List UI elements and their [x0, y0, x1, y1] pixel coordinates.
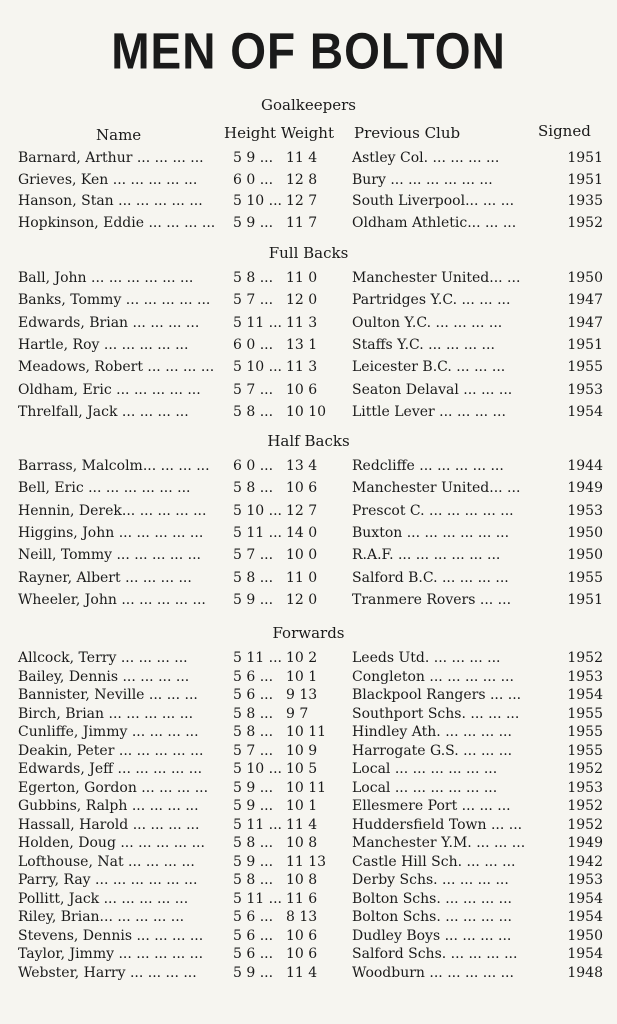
previous-club: Oulton Y.C. ... ... ... ... [352, 314, 503, 331]
player-row [18, 926, 603, 946]
signed-year: 1952 [567, 761, 603, 777]
signed-year: 1955 [567, 724, 603, 740]
player-height: 5 11 ... [233, 314, 282, 331]
player-name: Meadows, Robert ... ... ... ... [18, 359, 215, 376]
player-name: Barrass, Malcolm... ... ... ... [18, 458, 210, 474]
signed-year: 1953 [567, 381, 603, 398]
previous-club: Blackpool Rangers ... ... [352, 687, 522, 703]
player-weight: 10 1 [286, 798, 318, 814]
player-name: Lofthouse, Nat ... ... ... ... [18, 853, 195, 870]
player-row [18, 478, 603, 498]
player-row [18, 778, 603, 798]
player-name: Hopkinson, Eddie ... ... ... ... [18, 215, 216, 232]
player-name: Cunliffe, Jimmy ... ... ... ... [18, 724, 199, 740]
player-name: Holden, Doug ... ... ... ... ... [18, 835, 205, 851]
previous-club: Dudley Boys ... ... ... ... [352, 927, 512, 944]
player-name: Higgins, John ... ... ... ... ... [18, 524, 204, 541]
player-weight: 14 0 [286, 524, 318, 541]
player-weight: 10 2 [286, 650, 318, 666]
player-weight: 11 0 [286, 270, 318, 286]
player-row [18, 667, 603, 687]
signed-year: 1953 [567, 872, 603, 888]
signed-year: 1944 [567, 458, 603, 474]
signed-year: 1954 [567, 403, 603, 420]
player-row [18, 889, 603, 909]
player-row [18, 501, 603, 521]
previous-club: Congleton ... ... ... ... ... [352, 668, 514, 685]
player-weight: 12 8 [286, 171, 318, 188]
player-row [18, 759, 603, 779]
player-weight: 11 4 [286, 964, 318, 981]
player-height: 5 8 ... [233, 835, 274, 851]
player-name: Edwards, Brian ... ... ... ... [18, 314, 200, 331]
player-weight: 10 6 [286, 946, 318, 962]
signed-year: 1952 [567, 650, 603, 666]
player-name: Bailey, Dennis ... ... ... ... [18, 668, 190, 685]
player-weight: 11 4 [286, 816, 318, 833]
section-heading: Goalkeepers [261, 96, 356, 114]
previous-club: Manchester United... ... [352, 480, 521, 497]
player-name: Bannister, Neville ... ... ... [18, 687, 198, 703]
player-height: 5 10 ... [233, 193, 282, 210]
signed-year: 1951 [567, 150, 603, 166]
signed-year: 1951 [567, 171, 603, 188]
player-weight: 12 0 [286, 591, 318, 608]
player-name: Hennin, Derek... ... ... ... ... [18, 502, 207, 519]
player-name: Wheeler, John ... ... ... ... ... [18, 591, 206, 608]
signed-year: 1955 [567, 742, 603, 759]
player-row [18, 796, 603, 816]
player-row [18, 944, 603, 964]
signed-year: 1954 [567, 890, 603, 907]
player-weight: 10 10 [286, 403, 327, 420]
signed-year: 1949 [567, 480, 603, 497]
player-height: 5 8 ... [233, 569, 274, 586]
previous-club: Ellesmere Port ... ... ... [352, 798, 511, 814]
player-height: 5 7 ... [233, 742, 274, 759]
player-weight: 11 6 [286, 890, 318, 907]
player-weight: 9 13 [286, 687, 318, 703]
player-row [18, 523, 603, 543]
player-height: 5 9 ... [233, 798, 274, 814]
player-height: 5 6 ... [233, 946, 274, 962]
player-height: 5 9 ... [233, 591, 274, 608]
player-name: Hassall, Harold ... ... ... ... [18, 816, 200, 833]
signed-year: 1955 [567, 705, 603, 722]
player-name: Riley, Brian... ... ... ... ... [18, 909, 185, 925]
previous-club: Harrogate G.S. ... ... ... [352, 742, 513, 759]
player-weight: 13 4 [286, 458, 318, 474]
previous-club: Bolton Schs. ... ... ... ... [352, 890, 513, 907]
previous-club: South Liverpool... ... ... [352, 193, 515, 210]
signed-year: 1950 [567, 547, 603, 564]
previous-club: Seaton Delaval ... ... ... [352, 381, 513, 398]
player-name: Threlfall, Jack ... ... ... ... [18, 403, 189, 420]
player-height: 5 9 ... [233, 853, 274, 870]
previous-club: Prescot C. ... ... ... ... ... [352, 502, 514, 519]
player-height: 5 11 ... [233, 816, 282, 833]
signed-year: 1952 [567, 816, 603, 833]
player-weight: 12 7 [286, 502, 318, 519]
player-weight: 11 0 [286, 569, 318, 586]
player-weight: 11 13 [286, 853, 327, 870]
player-weight: 10 6 [286, 927, 318, 944]
player-name: Rayner, Albert ... ... ... ... [18, 569, 192, 586]
player-height: 5 6 ... [233, 909, 274, 925]
signed-year: 1947 [567, 314, 603, 331]
signed-year: 1955 [567, 569, 603, 586]
player-height: 5 6 ... [233, 687, 274, 703]
player-name: Egerton, Gordon ... ... ... ... [18, 779, 209, 796]
signed-year: 1954 [567, 687, 603, 703]
player-name: Gubbins, Ralph ... ... ... ... [18, 798, 199, 814]
previous-club: Derby Schs. ... ... ... ... [352, 872, 509, 888]
signed-year: 1950 [567, 927, 603, 944]
column-header-height-weight: Height Weight [224, 124, 334, 142]
signed-year: 1954 [567, 946, 603, 962]
player-row [18, 833, 603, 853]
player-height: 5 11 ... [233, 650, 282, 666]
player-height: 5 8 ... [233, 724, 274, 740]
section-heading: Half Backs [267, 432, 350, 450]
previous-club: Little Lever ... ... ... ... [352, 403, 506, 420]
player-weight: 11 3 [286, 359, 318, 376]
previous-club: Southport Schs. ... ... ... [352, 705, 520, 722]
previous-club: Local ... ... ... ... ... ... [352, 779, 498, 796]
signed-year: 1953 [567, 502, 603, 519]
player-weight: 11 7 [286, 215, 318, 232]
previous-club: Hindley Ath. ... ... ... ... [352, 724, 512, 740]
player-row [18, 191, 603, 211]
player-height: 5 9 ... [233, 964, 274, 981]
signed-year: 1953 [567, 668, 603, 685]
player-name: Birch, Brian ... ... ... ... ... [18, 705, 194, 722]
signed-year: 1950 [567, 270, 603, 286]
section-heading: Full Backs [268, 244, 349, 262]
previous-club: Partridges Y.C. ... ... ... [352, 292, 511, 309]
player-weight: 10 6 [286, 480, 318, 497]
player-name: Hartle, Roy ... ... ... ... ... [18, 336, 189, 353]
player-row [18, 402, 603, 422]
player-row [18, 213, 603, 233]
player-row [18, 357, 603, 377]
player-height: 5 9 ... [233, 150, 274, 166]
player-name: Barnard, Arthur ... ... ... ... [18, 150, 204, 166]
player-height: 5 8 ... [233, 270, 274, 286]
player-weight: 11 4 [286, 150, 318, 166]
previous-club: Redcliffe ... ... ... ... ... [352, 458, 504, 474]
section-heading: Forwards [272, 624, 345, 642]
signed-year: 1955 [567, 359, 603, 376]
player-row [18, 870, 603, 890]
player-row [18, 704, 603, 724]
player-name: Parry, Ray ... ... ... ... ... ... [18, 872, 198, 888]
player-row [18, 815, 603, 835]
player-name: Banks, Tommy ... ... ... ... ... [18, 292, 211, 309]
player-weight: 8 13 [286, 909, 318, 925]
column-header-signed: Signed [538, 122, 591, 140]
signed-year: 1952 [567, 798, 603, 814]
signed-year: 1951 [567, 336, 603, 353]
previous-club: Astley Col. ... ... ... ... [352, 150, 500, 166]
player-height: 5 11 ... [233, 890, 282, 907]
player-name: Ball, John ... ... ... ... ... ... [18, 270, 194, 286]
player-weight: 11 3 [286, 314, 318, 331]
player-name: Bell, Eric ... ... ... ... ... ... [18, 480, 191, 497]
signed-year: 1953 [567, 779, 603, 796]
previous-club: Bolton Schs. ... ... ... ... [352, 909, 513, 925]
player-height: 5 6 ... [233, 927, 274, 944]
player-row [18, 907, 603, 927]
signed-year: 1954 [567, 909, 603, 925]
signed-year: 1950 [567, 524, 603, 541]
previous-club: Bury ... ... ... ... ... ... [352, 171, 493, 188]
signed-year: 1935 [567, 193, 603, 210]
player-row [18, 268, 603, 288]
previous-club: Leeds Utd. ... ... ... ... [352, 650, 501, 666]
player-weight: 12 0 [286, 292, 318, 309]
signed-year: 1942 [567, 853, 603, 870]
player-height: 6 0 ... [233, 458, 274, 474]
player-height: 5 11 ... [233, 524, 282, 541]
previous-club: Oldham Athletic... ... ... [352, 215, 517, 232]
player-name: Neill, Tommy ... ... ... ... ... [18, 547, 202, 564]
player-height: 5 10 ... [233, 761, 282, 777]
player-height: 6 0 ... [233, 171, 274, 188]
player-name: Hanson, Stan ... ... ... ... ... [18, 193, 203, 210]
player-row [18, 648, 603, 668]
player-height: 5 8 ... [233, 480, 274, 497]
player-weight: 10 11 [286, 779, 327, 796]
player-row [18, 380, 603, 400]
player-row [18, 335, 603, 355]
player-height: 5 10 ... [233, 502, 282, 519]
signed-year: 1947 [567, 292, 603, 309]
player-name: Stevens, Dennis ... ... ... ... [18, 927, 204, 944]
player-row [18, 148, 603, 168]
player-name: Grieves, Ken ... ... ... ... ... [18, 171, 198, 188]
player-row [18, 852, 603, 872]
player-name: Taylor, Jimmy ... ... ... ... ... [18, 946, 204, 962]
signed-year: 1952 [567, 215, 603, 232]
previous-club: Woodburn ... ... ... ... ... [352, 964, 514, 981]
player-weight: 10 1 [286, 668, 318, 685]
player-height: 5 10 ... [233, 359, 282, 376]
player-name: Oldham, Eric ... ... ... ... ... [18, 381, 201, 398]
player-height: 5 8 ... [233, 872, 274, 888]
player-name: Edwards, Jeff ... ... ... ... ... [18, 761, 203, 777]
previous-club: Huddersfield Town ... ... [352, 816, 523, 833]
player-row [18, 170, 603, 190]
column-header-previous-club: Previous Club [354, 124, 461, 142]
player-height: 5 8 ... [233, 705, 274, 722]
previous-club: Buxton ... ... ... ... ... ... [352, 524, 510, 541]
player-row [18, 722, 603, 742]
player-weight: 13 1 [286, 336, 318, 353]
player-weight: 10 0 [286, 547, 318, 564]
player-height: 5 9 ... [233, 779, 274, 796]
player-weight: 10 11 [286, 724, 327, 740]
player-row [18, 545, 603, 565]
column-header-name: Name [96, 126, 142, 144]
previous-club: R.A.F. ... ... ... ... ... ... [352, 547, 501, 564]
player-weight: 10 8 [286, 835, 318, 851]
player-weight: 10 6 [286, 381, 318, 398]
signed-year: 1951 [567, 591, 603, 608]
signed-year: 1949 [567, 835, 603, 851]
page-title: MEN OF BOLTON [111, 22, 506, 80]
player-height: 5 7 ... [233, 381, 274, 398]
player-height: 5 8 ... [233, 403, 274, 420]
player-height: 5 7 ... [233, 547, 274, 564]
player-weight: 12 7 [286, 193, 318, 210]
player-weight: 10 9 [286, 742, 318, 759]
previous-club: Manchester United... ... [352, 270, 521, 286]
player-weight: 10 5 [286, 761, 318, 777]
player-name: Allcock, Terry ... ... ... ... [18, 650, 188, 666]
previous-club: Staffs Y.C. ... ... ... ... [352, 336, 495, 353]
previous-club: Local ... ... ... ... ... ... [352, 761, 498, 777]
previous-club: Salford B.C. ... ... ... ... [352, 569, 509, 586]
player-row [18, 685, 603, 705]
previous-club: Salford Schs. ... ... ... ... [352, 946, 518, 962]
previous-club: Manchester Y.M. ... ... ... [352, 835, 526, 851]
previous-club: Tranmere Rovers ... ... [352, 591, 512, 608]
previous-club: Castle Hill Sch. ... ... ... [352, 853, 516, 870]
player-row [18, 568, 603, 588]
player-height: 5 9 ... [233, 215, 274, 232]
player-height: 6 0 ... [233, 336, 274, 353]
player-name: Pollitt, Jack ... ... ... ... ... [18, 890, 189, 907]
player-row [18, 590, 603, 610]
player-name: Deakin, Peter ... ... ... ... ... [18, 742, 204, 759]
player-row [18, 313, 603, 333]
player-name: Webster, Harry ... ... ... ... [18, 964, 197, 981]
player-row [18, 290, 603, 310]
signed-year: 1948 [567, 964, 603, 981]
player-weight: 9 7 [286, 705, 309, 722]
player-row [18, 741, 603, 761]
player-height: 5 6 ... [233, 668, 274, 685]
player-height: 5 7 ... [233, 292, 274, 309]
player-weight: 10 8 [286, 872, 318, 888]
player-row [18, 963, 603, 983]
player-row [18, 456, 603, 476]
previous-club: Leicester B.C. ... ... ... [352, 359, 506, 376]
